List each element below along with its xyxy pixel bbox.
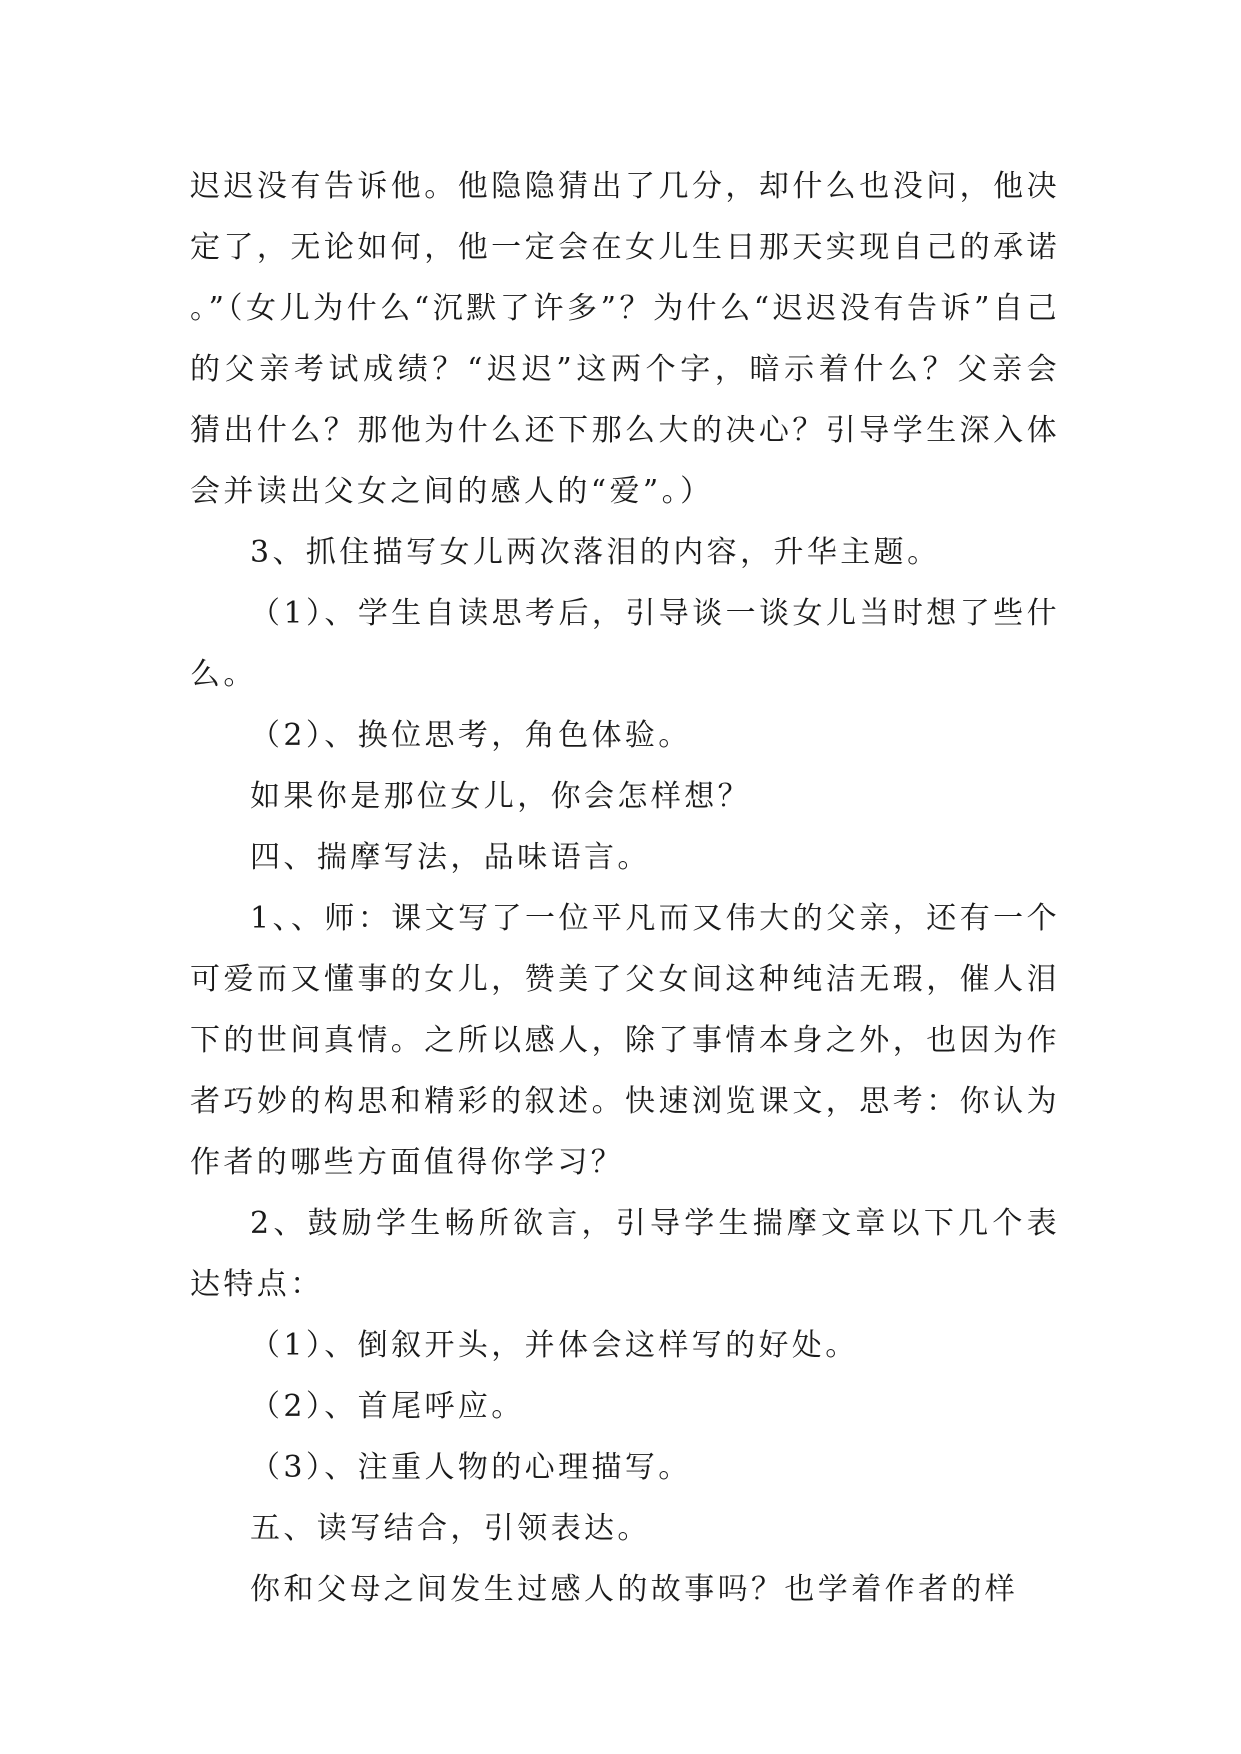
paragraph-question: 如果你是那位女儿，你会怎样想？ [250,779,751,814]
paragraph-point-1: （1）、倒叙开头，并体会这样写的好处。 [250,1328,859,1363]
paragraph-point-3: （3）、注重人物的心理描写。 [250,1450,692,1485]
document-body [190,156,1060,1620]
paragraph-step-4-2: 2、鼓励学生畅所欲言，引导学生揣摩文章以下几个表达特点： [190,1206,1060,1302]
paragraph-step-3: 3、抓住描写女儿两次落泪的内容，升华主题。 [250,535,941,570]
heading-section-5: 五、读写结合，引领表达。 [250,1511,651,1546]
paragraph-step-4-1: 1、、师：课文写了一位平凡而又伟大的父亲，还有一个可爱而又懂事的女儿，赞美了父女间这种纯洁无瑕，催人泪下的世间真情。之所以感人，除了事情本身之外，也因为作者巧妙的构思和精彩的叙述。快速浏览课文，思考：你认为作者的哪些方面值得你学习？ [190,901,1060,1180]
paragraph-step-3-1: （1）、学生自读思考后，引导谈一谈女儿当时想了些什么。 [190,596,1060,692]
paragraph-continued: 迟迟没有告诉他。他隐隐猜出了几分，却什么也没问，他决定了，无论如何，他一定会在女儿生日那天实现自己的承诺。”（女儿为什么“沉默了许多”？为什么“迟迟没有告诉”自己的父亲考试成绩？“迟迟”这两个字，暗示着什么？父亲会猜出什么？那他为什么还下那么大的决心？引导学生深入体会并读出父女之间的感人的“爱”。） [190,169,1060,509]
paragraph-point-2: （2）、首尾呼应。 [250,1389,525,1424]
heading-section-4: 四、揣摩写法，品味语言。 [250,840,651,875]
paragraph-step-3-2: （2）、换位思考，角色体验。 [250,718,692,753]
paragraph-final: 你和父母之间发生过感人的故事吗？也学着作者的样 [250,1572,1019,1607]
